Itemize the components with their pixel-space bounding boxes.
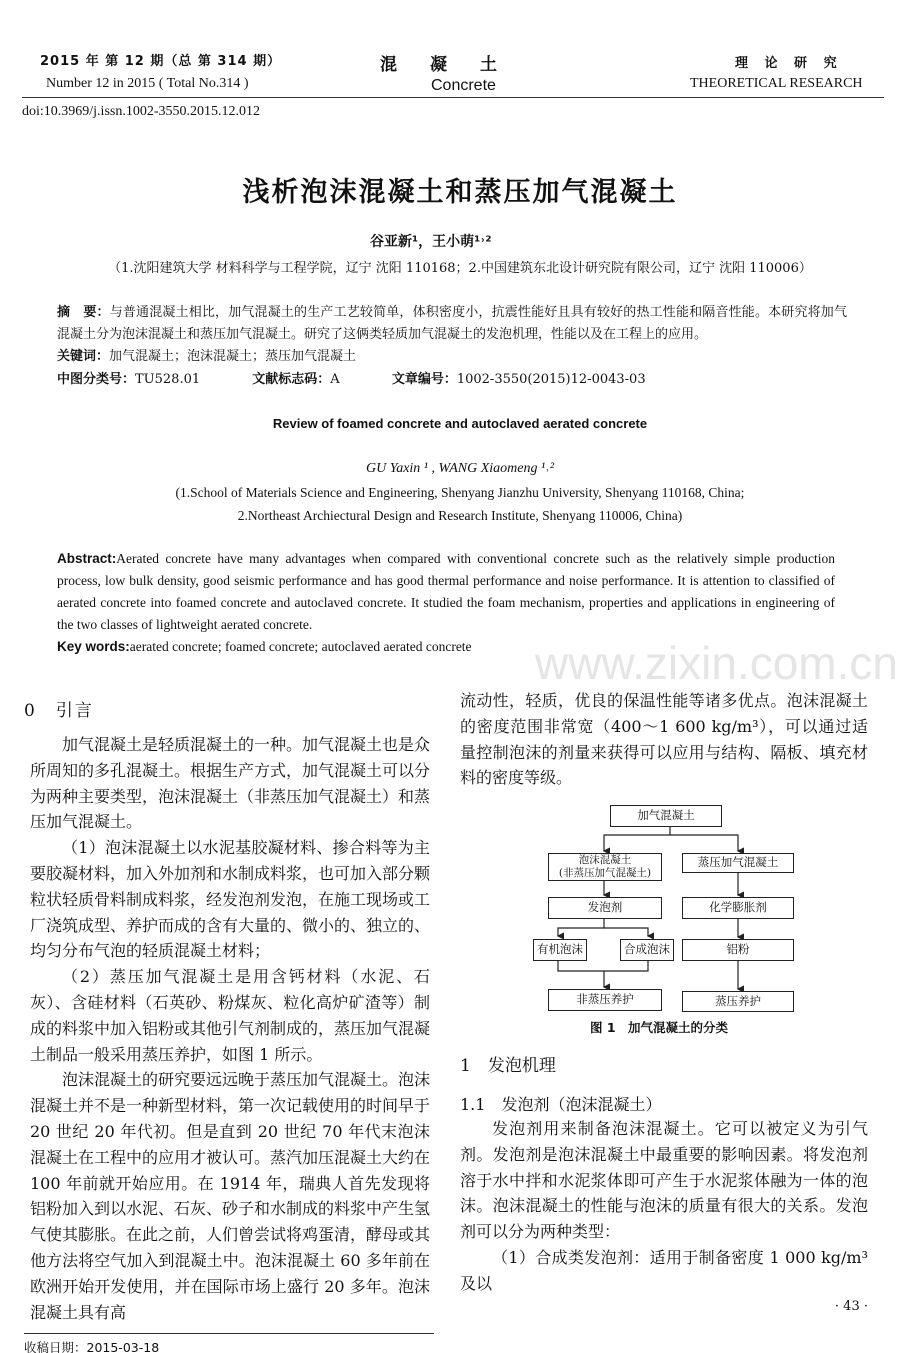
doc-code-label: 文献标志码： — [252, 372, 331, 387]
right-column-body — [460, 1116, 868, 1297]
doi: doi:10.3969/j.issn.1002-3550.2015.12.012 — [22, 104, 261, 119]
keywords-en: aerated concrete; foamed concrete; autoclaved aerated concrete — [129, 639, 472, 654]
node-chemical-expander: 化学膨胀剂 — [682, 897, 794, 919]
node-aluminium-powder: 铝粉 — [682, 939, 794, 961]
authors-en: GU Yaxin ¹ , WANG Xiaomeng ¹˒² — [365, 461, 555, 476]
received-date: 收稿日期：2015-03-18 — [24, 1340, 160, 1353]
abstract-en-label: Abstract: — [57, 551, 117, 566]
abstract-label: 摘 要： — [57, 305, 110, 320]
doc-code-value: A — [330, 372, 340, 387]
clc-value: TU528.01 — [135, 372, 201, 387]
title-cn: 浅析泡沫混凝土和蒸压加气混凝土 — [242, 177, 678, 208]
figure-1-caption: 图 1 加气混凝土的分类 — [590, 1020, 729, 1035]
issue-cn: 2015 年 第 12 期（总 第 314 期） — [40, 54, 282, 69]
left-column — [24, 700, 434, 1353]
affiliation-en-1: (1.School of Materials Science and Engineering, Shenyang Jianzhu University, Shenyang 110168, China; — [175, 485, 745, 500]
section-en: THEORETICAL RESEARCH — [690, 76, 863, 91]
section-heading-1: 1 发泡机理 — [460, 1056, 556, 1076]
paragraph: 加气混凝土是轻质混凝土的一种。加气混凝土也是众所周知的多孔混凝土。根据生产方式，加气混凝土可以分为两种主要类型，泡沫混凝土（非蒸压加气混凝土）和蒸压加气混凝土。 — [30, 735, 431, 832]
classification-row — [57, 369, 646, 391]
header-rule — [22, 97, 884, 98]
right-column-top — [460, 688, 868, 791]
node-autoclaved-aerated-concrete: 蒸压加气混凝土 — [682, 853, 794, 873]
node-aerated-concrete: 加气混凝土 — [610, 805, 722, 827]
node-foamed-concrete — [548, 853, 662, 881]
affiliation-en-2: 2.Northeast Archiectural Design and Research Institute, Shenyang 110006, China) — [237, 508, 683, 523]
authors-cn: 谷亚新¹，王小萌¹˒² — [370, 234, 492, 250]
watermark: www.zixin.com.cn — [535, 637, 898, 689]
issue-en: Number 12 in 2015 ( Total No.314 ) — [46, 76, 249, 91]
right-column-lower — [460, 1054, 868, 1315]
paragraph: 泡沫混凝土的研究要远远晚于蒸压加气混凝土。泡沫混凝土并不是一种新型材料，第一次记载使用的时间早于 20 世纪 20 年代初。但是直到 20 世纪 70 年代末泡沫混凝土在工程中的应用才被认可。蒸汽加压混凝土大约在 100 年前就开始应用。在 1914 年，瑞典人首先发现将铝粉加入到以水泥、石灰、砂子和水制成的料浆中产生氢气使其膨胀。在此之前，人们曾尝试将鸡蛋清，酵母或其他方法将空气加入到混凝土中。泡沫混凝土 60 多年前在欧洲开始开发使用，并在国际市场上盛行 20 多年。泡沫混凝土具有高 — [30, 1070, 431, 1322]
keywords-cn: 加气混凝土；泡沫混凝土；蒸压加气混凝土 — [109, 349, 357, 364]
node-sublabel: (非蒸压加气混凝土) — [558, 867, 652, 879]
paragraph: 流动性，轻质，优良的保温性能等诸多优点。泡沫混凝土的密度范围非常宽（400～1 600 kg/m³），可以通过适量控制泡沫的剂量来获得可以应用与结构、隔板、填充材料的密度等级。 — [460, 691, 868, 788]
section-heading-1-1: 1.1 发泡剂（泡沫混凝土） — [460, 1095, 662, 1114]
section-heading-intro: 0 引言 — [24, 701, 94, 721]
article-no-label: 文章编号： — [391, 372, 457, 387]
paragraph: （1）泡沫混凝土以水泥基胶凝材料、掺合料等为主要胶凝材料，加入外加剂和水制成料浆，也可加入部分颗粒状轻质骨料制成料浆，经发泡剂发泡，在施工现场或工厂浇筑成型、养护而成的含有大量的、微小的、独立的、均匀分布气泡的轻质混凝土材料； — [30, 838, 431, 961]
paragraph: 发泡剂用来制备泡沫混凝土。它可以被定义为引气剂。发泡剂是泡沫混凝土中最重要的影响因素。将发泡剂溶于水中拌和水泥浆体即可产生于水泥浆体融为一体的泡沫。泡沫混凝土的性能与泡沫的质量有很大的关系。发泡剂可以分为两种类型： — [460, 1119, 868, 1242]
keywords-label: 关键词： — [57, 349, 110, 364]
journal-en: Concrete — [431, 77, 496, 94]
node-non-autoclaved-curing: 非蒸压养护 — [548, 989, 662, 1011]
node-foaming-agent: 发泡剂 — [548, 897, 662, 919]
affiliation-cn: （1.沈阳建筑大学 材料科学与工程学院，辽宁 沈阳 110168；2.中国建筑东北设计研究院有限公司，辽宁 沈阳 110006） — [108, 261, 812, 276]
abstract-text: 与普通混凝土相比，加气混凝土的生产工艺较简单，体积密度小，抗震性能好且具有较好的热工性能和隔音性能。本研究将加气混凝土分为泡沫混凝土和蒸压加气混凝土。研究了这俩类轻质加气混凝土的发泡机理，性能以及在工程上的应用。 — [57, 305, 847, 342]
clc-label: 中图分类号： — [57, 372, 136, 387]
paragraph: （2）蒸压加气混凝土是用含钙材料（水泥、石灰）、含硅材料（石英砂、粉煤灰、粒化高炉矿渣等）制成的料浆中加入铝粉或其他引气剂制成的，蒸压加气混凝土制品一般采用蒸压养护，如图 1 所示。 — [30, 967, 431, 1064]
figure-1-diagram — [530, 803, 810, 1015]
keywords-en-label: Key words: — [57, 639, 130, 654]
node-synthetic-foam: 合成泡沫 — [620, 939, 674, 961]
paragraph: （1）合成类发泡剂：适用于制备密度 1 000 kg/m³ 及以 — [460, 1247, 868, 1293]
node-label: 泡沫混凝土 — [578, 854, 632, 867]
journal-cn: 混 凝 土 — [380, 55, 505, 75]
article-no-value: 1002-3550(2015)12-0043-03 — [456, 372, 646, 387]
node-autoclaved-curing: 蒸压养护 — [682, 991, 794, 1012]
left-column-body — [30, 732, 430, 1325]
footnote-rule — [24, 1333, 434, 1334]
section-cn: 理 论 研 究 — [735, 56, 843, 71]
abstract-cn — [57, 302, 847, 368]
node-organic-foam: 有机泡沫 — [533, 939, 587, 961]
abstract-en-text: Aerated concrete have many advantages when compared with conventional concrete such as the relatively simple production process, low bulk density, good seismic performance and has good thermal performance and noise performance. It is attention to classified of aerated concrete into foamed concrete and autoclaved concrete. It studied the foam mechanism, properties and applications in engineering of the two classes of lightweight aerated concrete. — [57, 551, 835, 632]
title-en: Review of foamed concrete and autoclaved aerated concrete — [272, 416, 648, 431]
page-number: · 43 · — [834, 1298, 868, 1314]
